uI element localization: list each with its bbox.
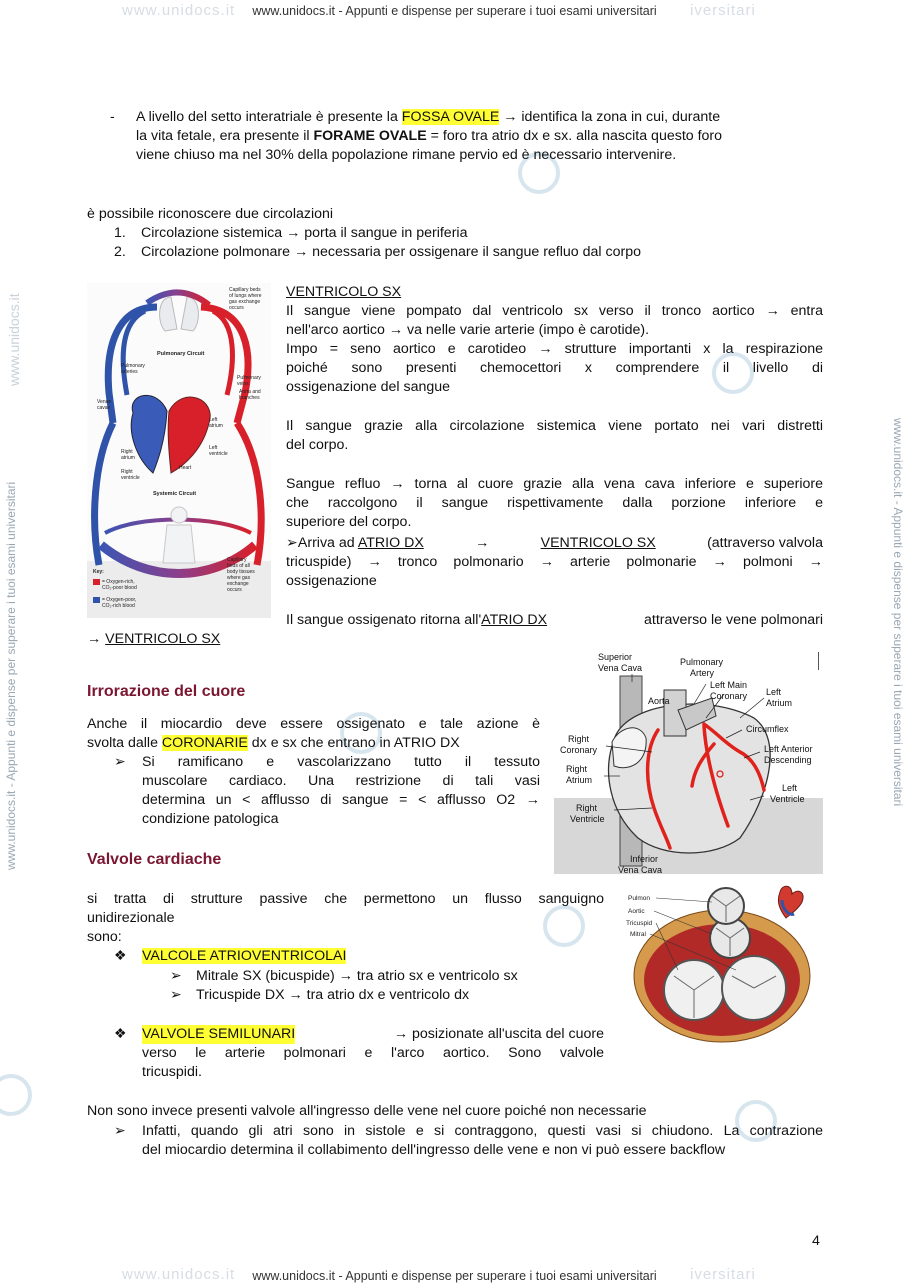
svg-text:Left: Left [209,445,218,451]
svg-text:CO₂-poor blood: CO₂-poor blood [102,585,137,591]
valvole-l2: unidirezionale [87,910,175,926]
ventricolo-p1-l2: nell'arco aortico → va nelle varie arterie (impo è carotide). [286,322,650,338]
ventricolo-arrow-item-l1: ➢Arriva ad ATRIO DX → VENTRICOLO SX (attraverso valvola [286,535,823,551]
watermark-faint-bottom-right: iversitari [690,1266,756,1283]
ventricolo-p3-l2: del corpo. [286,437,349,453]
ventricolo-p2-l2: poiché sono presenti chemocettori x comprendere il livello di [286,360,823,376]
section-heading-irrorazione: Irrorazione del cuore [87,683,246,700]
svg-text:exchange: exchange [227,581,249,587]
arrow-bullet-icon: ➢ [170,987,182,1003]
valvole-item2-l2: verso le arterie polmonari e l'arco aortico. Sono valvole [142,1045,604,1061]
semilunari-highlight: VALVOLE SEMILUNARI [142,1026,296,1042]
svg-text:branches: branches [239,395,260,401]
atrioventricolari-highlight: VALCOLE ATRIOVENTRICOLAI [142,948,347,964]
svg-text:of lungs where: of lungs where [229,293,262,299]
ventricolo-p3-l1: Il sangue grazie alla circolazione sistemica viene portato nei vari distretti [286,418,823,434]
ventricolo-arrow-item-l3: ossigenazione [286,573,377,589]
arrow-bullet-icon: ➢ [286,535,298,551]
legend-key: Key: [93,569,104,575]
label-superior-vena-cava: Superior [598,652,633,662]
list-number-1: 1. [114,225,126,241]
valvole-sub1: Mitrale SX (bicuspide) → tra atrio sx e ventricolo sx [196,968,518,984]
svg-text:Vena Cava: Vena Cava [598,663,643,673]
svg-text:Pulmonary: Pulmonary [237,375,261,381]
label-aortic: Aortic [628,908,645,915]
fossa-line-1: A livello del setto interatriale è presente la FOSSA OVALE → identifica la zona in cui, durante [136,109,721,125]
ventricolo-p4-l3: superiore del corpo. [286,514,412,530]
valvole-item1 [142,947,346,966]
ventricolo-arrow-item-l2: tricuspide) → tronco polmonario → arterie polmonarie → polmoni → [286,554,823,570]
irrorazione-item-l4: condizione patologica [142,811,279,827]
legend-swatch-oxygen-rich [93,579,100,585]
watermark-side-right: www.unidocs.it - Appunti e dispense per superare i tuoi esami universitari [891,418,905,807]
arrow-bullet-icon: ➢ [170,968,182,984]
svg-text:= Oxygen-rich,: = Oxygen-rich, [102,579,135,585]
final-l2: Infatti, quando gli atri sono in sistole e si contraggono, questi vasi si chiudono. La contrazione [142,1123,823,1139]
label-left-atrium: Left [766,687,782,697]
svg-text:Atrium: Atrium [766,698,793,708]
svg-text:= Oxygen-poor,: = Oxygen-poor, [102,597,137,603]
svg-text:Aorta and: Aorta and [239,389,261,395]
svg-text:Right: Right [121,449,133,455]
svg-text:Capillary: Capillary [227,557,247,563]
ventricolo-title: VENTRICOLO SX [286,284,402,300]
label-left-ventricle: Left [782,783,798,793]
svg-text:Venae: Venae [97,399,112,405]
svg-text:Atrium: Atrium [566,775,593,785]
ventricolo-p2-l3: ossigenazione del sangue [286,379,451,395]
irrorazione-item-l2: muscolare cardiaco. Una restrizione di tali vasi [142,773,540,789]
valvole-sub2: Tricuspide DX → tra atrio dx e ventricolo dx [196,987,470,1003]
ventricolo-p5-l1: Il sangue ossigenato ritorna all' ATRIO DX attraverso le vene polmonari [286,612,823,628]
ventricolo-p5-l2: → VENTRICOLO SX [87,631,221,647]
list-item-1: Circolazione sistemica → porta il sangue in periferia [141,225,468,241]
svg-text:Descending: Descending [764,755,812,765]
svg-text:ventricle: ventricle [121,475,140,481]
ventricolo-p4-l1: Sangue refluo → torna al cuore grazie alla vena cava inferiore e superiore [286,476,823,492]
svg-text:cavae: cavae [97,405,111,411]
label-right-atrium: Right [566,764,588,774]
svg-text:Vena Cava: Vena Cava [618,865,663,874]
svg-text:Heart: Heart [179,465,192,471]
svg-text:Ventricle: Ventricle [570,814,605,824]
svg-text:beds of all: beds of all [227,563,250,569]
watermark-faint-top-right: iversitari [690,2,756,19]
ventricolo-p2-l1: Impo = seno aortico e carotideo → strutture importanti x la respirazione [286,341,823,357]
arrow-bullet-icon: ➢ [114,754,126,770]
svg-text:body tissues: body tissues [227,569,255,575]
final-l3: del miocardio determina il collabimento dell'ingresso delle vene e non vi può essere backflow [142,1142,726,1158]
svg-text:Ventricle: Ventricle [770,794,805,804]
svg-text:occurs: occurs [229,305,244,311]
final-l1: Non sono invece presenti valvole all'ingresso delle vene nel cuore poiché non necessarie [87,1103,647,1119]
svg-text:ventricle: ventricle [209,451,228,457]
watermark-logo-icon [543,905,585,947]
bullet-dash: - [110,109,115,125]
irrorazione-item-l1: Si ramificano e vascolarizzano tutto il tessuto [142,754,540,770]
label-capillary-lungs-1: Capillary beds [229,287,261,293]
forame-ovale-bold: FORAME OVALE [313,128,427,144]
section-heading-valvole: Valvole cardiache [87,851,222,868]
ventricolo-p4-l2: che raccolgono il sangue rispettivamente dalla porzione inferiore e [286,495,823,511]
irrorazione-l1: Anche il miocardio deve essere ossigenato e tale azione è [87,716,540,732]
figure-edge-mark [818,652,819,670]
valvole-item2-l3: tricuspidi. [142,1064,202,1080]
heart-valves-figure [622,880,812,1046]
label-left-anterior-descending: Left Anterior [764,744,813,754]
label-mitral: Mitral [630,931,646,938]
label-tricuspid: Tricuspid [626,920,653,927]
svg-text:occurs: occurs [227,587,242,593]
svg-text:CO₂-rich blood: CO₂-rich blood [102,603,135,609]
fossa-line-3: viene chiuso ma nel 30% della popolazione rimane pervio ed è necessario intervenire. [136,147,677,163]
svg-text:Artery: Artery [690,668,715,678]
svg-text:veins: veins [237,381,249,387]
svg-text:gas exchange: gas exchange [229,299,261,305]
irrorazione-item-l3: determina un < afflusso di sangue = < afflusso O2 → [142,792,540,808]
valvole-l3: sono: [87,929,122,945]
label-pulmonary-artery: Pulmonary [680,657,724,667]
coronary-heart-figure [554,648,823,874]
watermark-logo-icon [0,1074,32,1116]
svg-text:atrium: atrium [209,423,223,429]
arrow-bullet-icon: ➢ [114,1123,126,1139]
watermark-side-left-site: www.unidocs.it [6,293,22,386]
svg-text:arteries: arteries [121,369,138,375]
circolazioni-intro: è possibile riconoscere due circolazioni [87,206,334,222]
circulation-diagram-figure [87,283,271,618]
svg-text:Coronary: Coronary [560,745,598,755]
label-inferior-vena-cava: Inferior [630,854,659,864]
watermark-faint-top-left: www.unidocs.it [122,2,236,19]
coronarie-highlight: CORONARIE [161,735,248,751]
list-number-2: 2. [114,244,126,260]
watermark-bottom-banner: www.unidocs.it - Appunti e dispense per superare i tuoi esami universitari [252,1269,657,1283]
fossa-ovale-highlight: FOSSA OVALE [401,109,500,125]
label-right-coronary: Right [568,734,590,744]
legend-swatch-oxygen-poor [93,597,100,603]
svg-text:atrium: atrium [121,455,135,461]
svg-text:Right: Right [121,469,133,475]
svg-text:Coronary: Coronary [710,691,748,701]
label-pulmonary-circuit: Pulmonary Circuit [157,351,205,357]
valvole-l1: si tratta di strutture passive che permettono un flusso sanguigno [87,891,604,907]
label-pulmon: Pulmon [628,895,651,902]
label-aorta: Aorta [648,696,670,706]
watermark-side-left: www.unidocs.it - Appunti e dispense per superare i tuoi esami universitari [4,481,18,870]
svg-text:Pulmonary: Pulmonary [121,363,145,369]
valvole-item2-l1: VALVOLE SEMILUNARI → posizionate all'uscita del cuore [142,1026,604,1042]
ventricolo-p1-l1: Il sangue viene pompato dal ventricolo sx verso il tronco aortico → entra [286,303,823,319]
label-left-main-coronary: Left Main [710,680,748,690]
page-number: 4 [812,1233,820,1249]
label-circumflex: Circumflex [746,724,789,734]
diamond-bullet-icon: ❖ [114,948,127,964]
label-right-ventricle: Right [576,803,598,813]
svg-text:Left: Left [209,417,218,423]
diamond-bullet-icon: ❖ [114,1026,127,1042]
irrorazione-l2: svolta dalle CORONARIE dx e sx che entrano in ATRIO DX [87,735,460,751]
list-item-2: Circolazione polmonare → necessaria per ossigenare il sangue refluo dal corpo [141,244,641,260]
label-systemic-circuit: Systemic Circuit [153,491,197,497]
svg-text:where gas: where gas [227,575,251,581]
watermark-faint-bottom-left: www.unidocs.it [122,1266,236,1283]
watermark-top-banner: www.unidocs.it - Appunti e dispense per superare i tuoi esami universitari [252,4,657,18]
fossa-line-2: la vita fetale, era presente il FORAME OVALE = foro tra atrio dx e sx. alla nascita questo foro [136,128,723,144]
